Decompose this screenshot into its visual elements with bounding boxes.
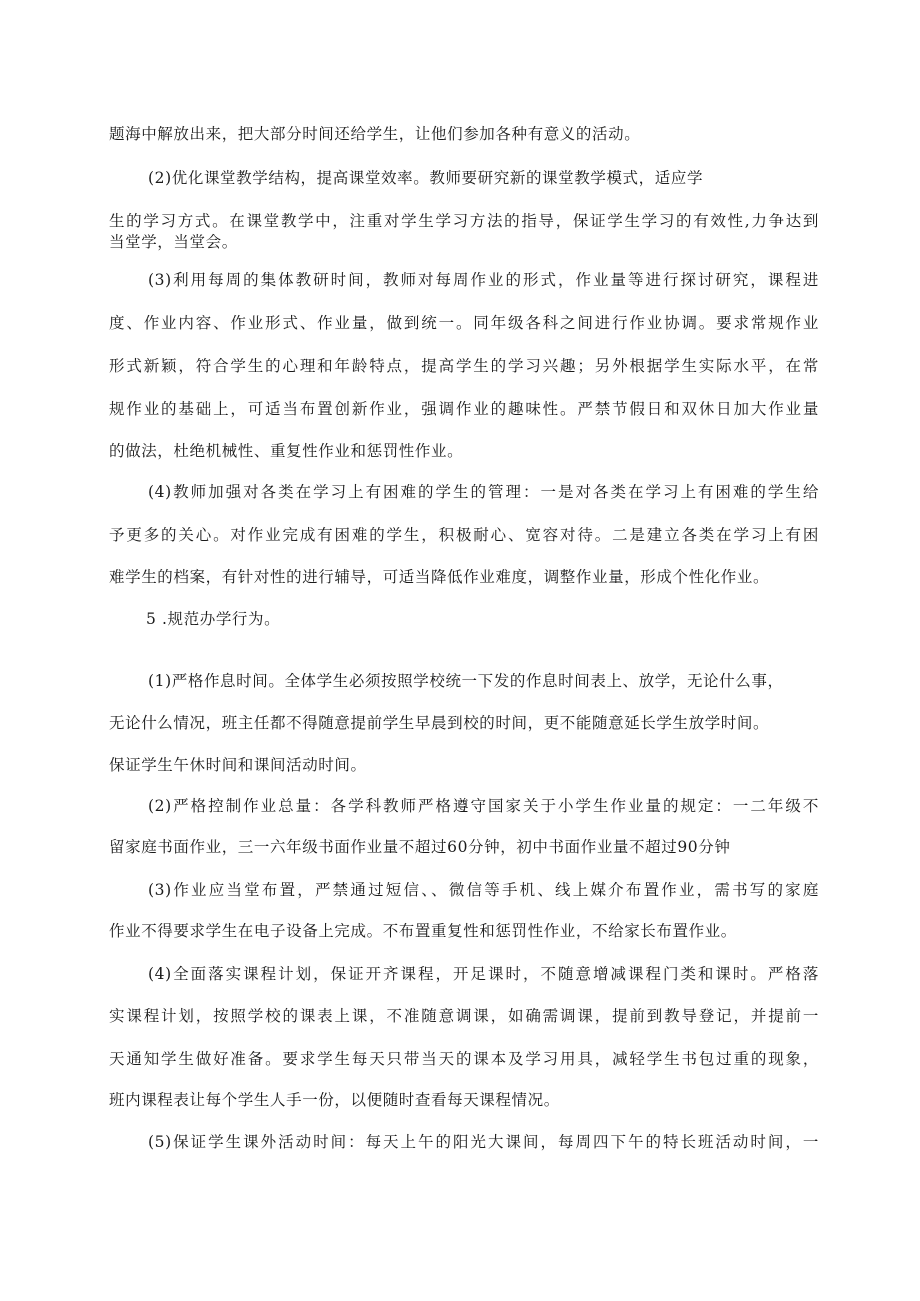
text-line-10: (4)教师加强对各类在学习上有困难的学生的管理：一是对各类在学习上有困难的学生给 bbox=[148, 483, 819, 501]
text-line-12: 难学生的档案，有针对性的进行辅导，可适当降低作业难度，调整作业量，形成个性化作业。 bbox=[109, 568, 770, 586]
text-line-8: 规作业的基础上，可适当布置创新作业，强调作业的趣味性。严禁节假日和双休日加大作业量 bbox=[109, 400, 819, 418]
text-line-9: 的做法，杜绝机械性、重复性作业和惩罚性作业。 bbox=[109, 442, 464, 460]
text-line-4: 当堂学，当堂会。 bbox=[109, 233, 238, 251]
text-line-23: 班内课程表让每个学生人手一份，以便随时查看每天课程情况。 bbox=[109, 1091, 560, 1109]
text-line-2: (2)优化课堂教学结构，提高课堂效率。教师要研究新的课堂教学模式，适应学 bbox=[148, 169, 704, 187]
text-line-7: 形式新颖，符合学生的心理和年龄特点，提高学生的学习兴趣；另外根据学生实际水平，在常 bbox=[109, 357, 819, 375]
text-line-21: 实课程计划，按照学校的课表上课，不准随意调课，如确需调课，提前到教导登记，并提前一 bbox=[109, 1007, 819, 1025]
text-line-14: 无论什么情况，班主任都不得随意提前学生早晨到校的时间，更不能随意延长学生放学时间。 bbox=[109, 714, 770, 732]
text-line-3: 生的学习方式。在课堂教学中，注重对学生学习方法的指导，保证学生学习的有效性,力争达到 bbox=[109, 212, 819, 230]
text-line-24: (5)保证学生课外活动时间：每天上午的阳光大课间，每周四下午的特长班活动时间，一 bbox=[148, 1133, 819, 1151]
text-line-16: (2)严格控制作业总量：各学科教师严格遵守国家关于小学生作业量的规定：一二年级不 bbox=[148, 797, 819, 815]
section-heading: 5 .规范办学行为。 bbox=[146, 610, 281, 628]
text-line-6: 度、作业内容、作业形式、作业量，做到统一。同年级各科之间进行作业协调。要求常规作业 bbox=[109, 314, 819, 332]
text-line-11: 予更多的关心。对作业完成有困难的学生，积极耐心、宽容对待。二是建立各类在学习上有困 bbox=[109, 526, 819, 544]
text-line-13: (1)严格作息时间。全体学生必须按照学校统一下发的作息时间表上、放学，无论什么事， bbox=[148, 672, 784, 690]
text-line-17: 留家庭书面作业，三一六年级书面作业量不超过60分钟，初中书面作业量不超过90分钟 bbox=[109, 838, 731, 856]
text-line-1: 题海中解放出来，把大部分时间还给学生，让他们参加各种有意义的活动。 bbox=[109, 125, 641, 143]
text-line-22: 天通知学生做好准备。要求学生每天只带当天的课本及学习用具，减轻学生书包过重的现象， bbox=[109, 1050, 819, 1068]
text-line-18: (3)作业应当堂布置，严禁通过短信、、微信等手机、线上媒介布置作业，需书写的家庭 bbox=[148, 881, 819, 899]
text-line-5: (3)利用每周的集体教研时间，教师对每周作业的形式，作业量等进行探讨研究，课程进 bbox=[148, 271, 819, 289]
text-line-15: 保证学生午休时间和课间活动时间。 bbox=[109, 756, 367, 774]
text-line-19: 作业不得要求学生在电子设备上完成。不布置重复性和惩罚性作业，不给家长布置作业。 bbox=[109, 922, 737, 940]
text-line-20: (4)全面落实课程计划，保证开齐课程，开足课时，不随意增减课程门类和课时。严格落 bbox=[148, 965, 819, 983]
